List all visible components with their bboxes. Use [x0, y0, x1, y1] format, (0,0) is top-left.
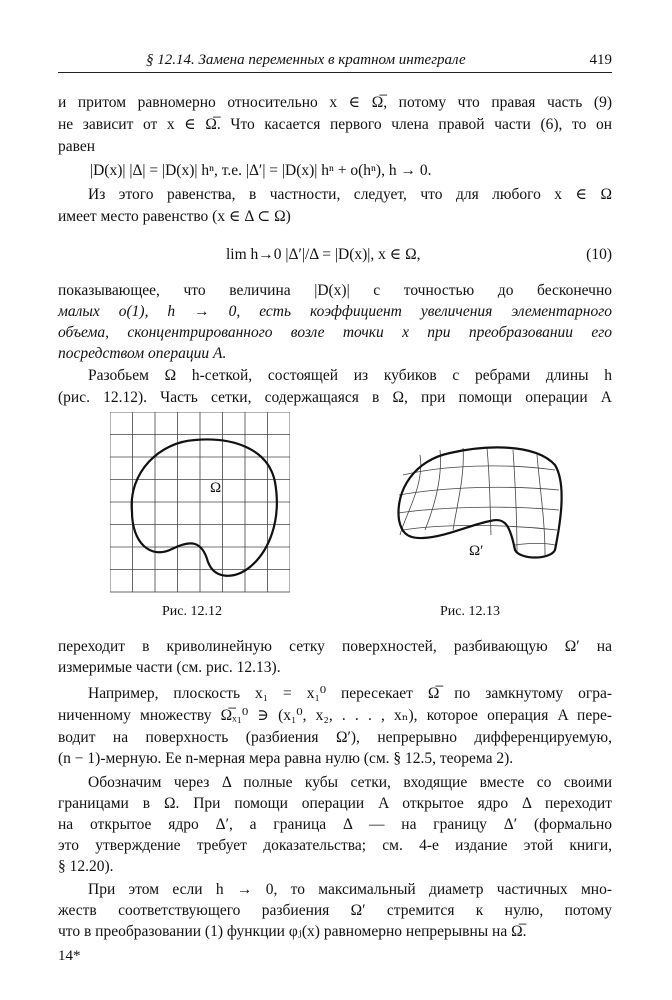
text-line: измеримые части (см. рис. 12.13). [58, 659, 281, 676]
text-line: (рис. 12.12). Часть сетки, содержащаяся в Ω, при помощи операции A [58, 389, 612, 406]
text-line: имеет место равенство (x ∈ Δ ⊂ Ω) [58, 208, 291, 225]
omega-label: Ω [210, 480, 222, 496]
text-line: Обозначим через Δ полные кубы сетки, входящие вместе со своими [88, 774, 612, 791]
text-line: Из этого равенства, в частности, следует, что для любого x ∈ Ω [88, 186, 612, 203]
figure-12-13 [395, 445, 565, 565]
figure-12-13-caption: Рис. 12.13 [440, 604, 500, 619]
running-title: § 12.14. Замена переменных в кратном интеграле [146, 52, 466, 68]
text-line: не зависит от x ∈ Ω̅. Что касается первого члена правой части (6), то он [58, 116, 612, 133]
text-line: ниченному множеству Ω̅ₓ₁⁰ ∋ (x₁⁰, x₂, . . . , xₙ), которое операция A пере- [58, 707, 612, 724]
text-line: посредством операции A. [58, 345, 227, 362]
equation-number: (10) [586, 246, 612, 263]
image-region-boundary [398, 447, 561, 557]
text-line: границами в Ω. При помощи операции A открытое ядро Δ переходит [58, 795, 612, 812]
text-line: водит на поверхность (разбиения Ω′), непрерывно дифференцируемую, [58, 729, 612, 746]
text-line: объема, сконцентрированного возле точки x при преобразовании его [58, 324, 612, 341]
figure-12-12 [110, 412, 290, 594]
text-line: (n − 1)-мерную. Ее n-мерная мера равна нулю (см. § 12.5, теорема 2). [58, 750, 514, 767]
text-line: это утверждение требует доказательства; см. 4-е издание этой книги, [58, 837, 612, 854]
page-number: 419 [589, 52, 612, 68]
running-header [58, 50, 612, 73]
formula-1: |D(x)| |Δ| = |D(x)| hⁿ, т.е. |Δ′| = |D(x)| hⁿ + o(hⁿ), h → 0. [90, 162, 432, 179]
text-line: показывающее, что величина |D(x)| с точностью до бесконечно [58, 282, 612, 299]
text-line: При этом если h → 0, то максимальный диаметр частичных мно- [88, 881, 612, 898]
signature-mark: 14* [58, 948, 81, 964]
text-line: на открытое ядро Δ′, а граница Δ — на границу Δ′ (формально [58, 816, 612, 833]
figure-12-12-caption: Рис. 12.12 [162, 604, 222, 619]
text-line: и притом равномерно относительно x ∈ Ω̅, потому что правая часть (9) [58, 94, 612, 111]
formula-10: lim h→0 |Δ′|/Δ = |D(x)|, x ∈ Ω, [226, 246, 421, 263]
text-line: Например, плоскость x₁ = x₁⁰ пересекает Ω̅ по замкнутому огра- [88, 685, 612, 702]
region-boundary [132, 439, 277, 575]
omega-prime-label: Ω′ [469, 543, 484, 559]
text-line: жеств соответствующего разбиения Ω′ стремится к нулю, потому [58, 902, 612, 919]
text-line: Разобьем Ω h-сеткой, состоящей из кубиков с ребрами длины h [88, 367, 612, 384]
text-line: § 12.20). [58, 858, 114, 875]
text-line: переходит в криволинейную сетку поверхностей, разбивающую Ω′ на [58, 638, 612, 655]
text-line: равен [58, 138, 96, 155]
text-line: что в преобразовании (1) функции φⱼ(x) равномерно непрерывны на Ω̅. [58, 923, 527, 940]
text-line: малых o(1), h → 0, есть коэффициент увеличения элементарного [58, 303, 612, 320]
